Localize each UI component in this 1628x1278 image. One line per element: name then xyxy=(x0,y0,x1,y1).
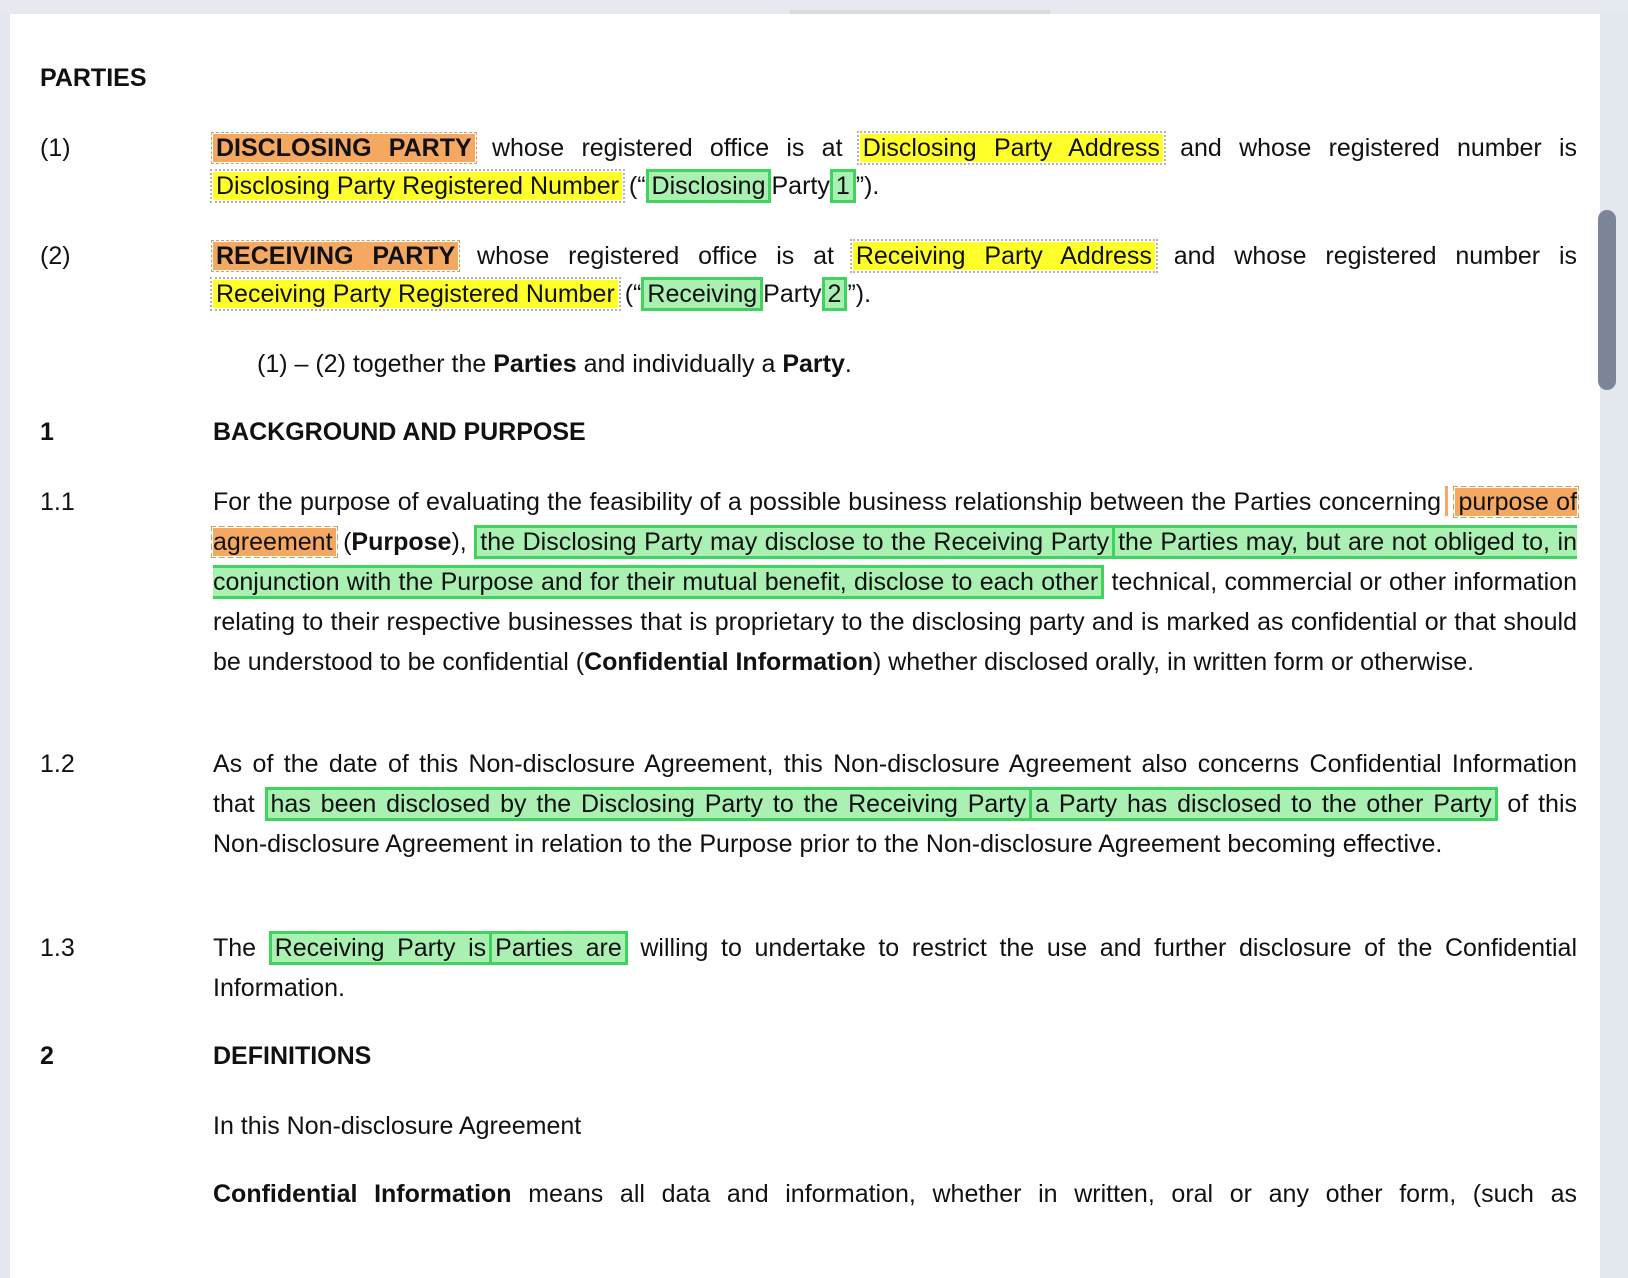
clause-1-2-option-a[interactable]: has been disclosed by the Disclosing Party to the Receiving Party xyxy=(265,787,1033,821)
parties-heading: PARTIES xyxy=(40,64,147,92)
receiving-party-regnum-field[interactable]: Receiving Party Registered Number xyxy=(213,280,618,308)
clause-1-1-option-a[interactable]: the Disclosing Party may disclose to the Receiving Party xyxy=(474,525,1115,559)
document-page[interactable] xyxy=(10,14,1600,1278)
party2-paragraph: RECEIVING PARTY whose registered office is at Receiving Party Address and whose registered number is xyxy=(213,236,1577,276)
clause-1-1-option-b[interactable]: the Parties may, but are not obliged to, in conjunction with the Purpose and for their mutual benefit, disclose to each other xyxy=(213,525,1577,599)
section1-title: BACKGROUND AND PURPOSE xyxy=(213,418,586,446)
vertical-scrollbar-thumb[interactable] xyxy=(1598,210,1616,390)
definitions-intro: In this Non-disclosure Agreement xyxy=(213,1112,582,1140)
party1-paragraph-line2: Disclosing Party Registered Number (“ Disclosing Party 1 ”). xyxy=(213,166,1577,206)
top-cutoff-strip xyxy=(0,0,1628,14)
clause-1-3-option-a[interactable]: Receiving Party is xyxy=(269,931,492,965)
purpose-field[interactable]: purpose of agreement xyxy=(213,488,1578,556)
clause-1-2-text: As of the date of this Non-disclosure Agreement, this Non-disclosure Agreement also concerns Confidential Information that has been disclosed by the Disclosing Party to the Receiving Party a Party has disclosed to the other Party of this Non-disclosure Agreement in relation to the Purpose prior to the Non-disclosure Agreement becoming effective. xyxy=(213,750,1577,858)
disclosing-party-address-field[interactable]: Disclosing Party Address xyxy=(860,134,1163,162)
party2-paragraph-line2: Receiving Party Registered Number (“ Receiving Party 2 ”). xyxy=(213,274,1577,314)
receiving-party-address-field[interactable]: Receiving Party Address xyxy=(853,242,1155,270)
clause-1-3-number: 1.3 xyxy=(40,934,75,962)
clause-1-1-number: 1.1 xyxy=(40,488,75,516)
party2-number: (2) xyxy=(40,242,71,270)
clause-1-2-number: 1.2 xyxy=(40,750,75,778)
section2-number: 2 xyxy=(40,1042,54,1070)
party1-number: (1) xyxy=(40,134,71,162)
clause-1-3-text: The Receiving Party is Parties are willing to undertake to restrict the use and further disclosure of the Confidential Information. xyxy=(213,928,1577,1008)
receiving-party-name-field[interactable]: RECEIVING PARTY xyxy=(213,242,458,270)
party1-paragraph: DISCLOSING PARTY whose registered office is at Disclosing Party Address and whose registered number is xyxy=(213,128,1577,168)
party2-number-option[interactable]: 2 xyxy=(822,277,848,311)
clause-1-3-option-b[interactable]: Parties are xyxy=(492,931,628,965)
section1-number: 1 xyxy=(40,418,54,446)
section2-title: DEFINITIONS xyxy=(213,1042,372,1070)
clause-1-2-option-b[interactable]: a Party has disclosed to the other Party xyxy=(1032,787,1498,821)
party1-number-option[interactable]: 1 xyxy=(830,169,856,203)
disclosing-party-name-field[interactable]: DISCLOSING PARTY xyxy=(213,134,475,162)
definition-confidential-information: Confidential Information means all data and information, whether in written, oral or any other form, (such as xyxy=(213,1180,1577,1208)
parties-together-line: (1) – (2) together the Parties and individually a Party. xyxy=(257,350,852,378)
field-start-marker xyxy=(1445,486,1448,516)
party1-role-option[interactable]: Disclosing xyxy=(646,169,772,203)
party2-role-option[interactable]: Receiving xyxy=(641,277,763,311)
clause-1-1-text: For the purpose of evaluating the feasibility of a possible business relationship between the Parties concerning purpose of agreement (Purpose), the Disclosing Party may disclose to the Receiving Party the Parties may, but are not obliged to, in conjunction with the Purpose and for their mutual benefit, disclose to each other technical, commercial or other information relating to their respective businesses that is proprietary to the disclosing party and is marked as confidential or that should be understood to be confidential (Confidential Information) whether disclosed orally, in written form or otherwise. xyxy=(213,488,1578,676)
disclosing-party-regnum-field[interactable]: Disclosing Party Registered Number xyxy=(213,172,622,200)
